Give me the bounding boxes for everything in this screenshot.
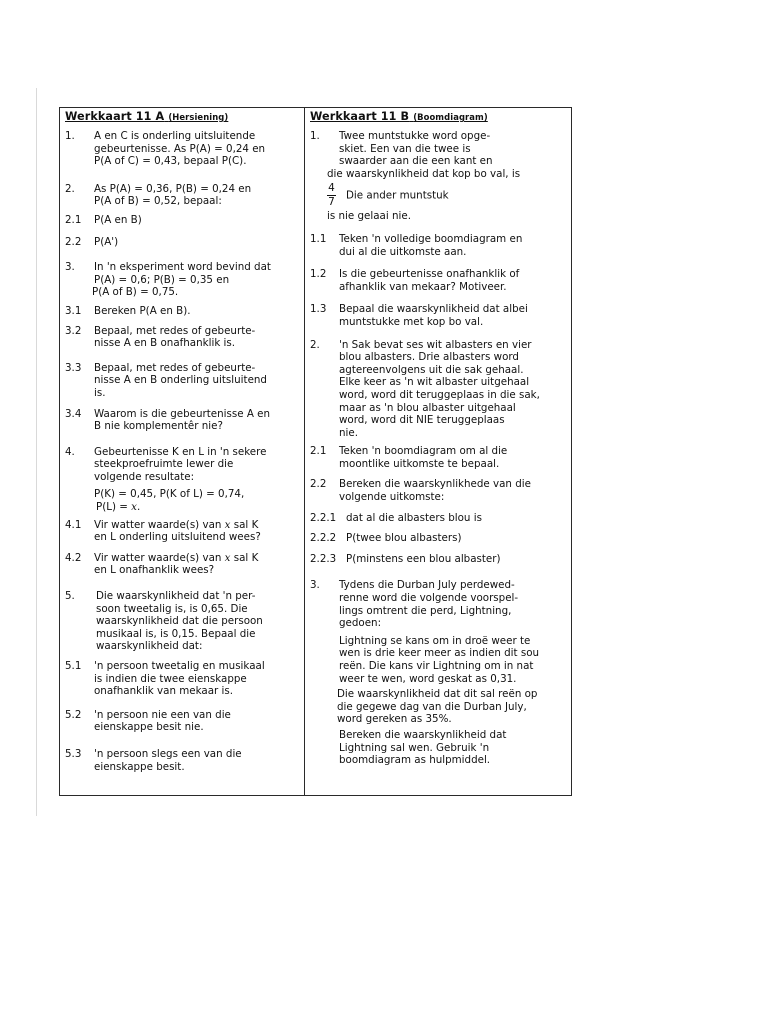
fraction-four-sevenths — [327, 183, 336, 208]
text-line: Gebeurtenisse K en L in 'n sekere — [94, 445, 267, 458]
worksheet-table — [59, 107, 572, 796]
question-number: 2. — [65, 182, 75, 195]
text-line: Lightning se kans om in droë weer te — [339, 634, 531, 647]
fraction-line — [310, 183, 567, 208]
question-text — [94, 519, 300, 544]
text-line: onafhanklik van mekaar is. — [94, 685, 234, 698]
question-number-blank — [65, 488, 94, 513]
variable-x: x — [224, 518, 231, 531]
question-3 — [65, 261, 300, 299]
question-number: 2. — [310, 338, 320, 351]
question-text — [327, 183, 567, 208]
text-line: swaarder aan die een kant en — [339, 155, 493, 168]
question-2-2-1 — [310, 512, 567, 525]
question-text — [94, 552, 300, 577]
text-line: en L onderling uitsluitend wees? — [94, 531, 261, 544]
text-line: 'n persoon nie een van die — [94, 708, 231, 721]
question-number: 4. — [65, 445, 75, 458]
text-line: reën. Die kans vir Lightning om in nat — [339, 660, 534, 672]
question-number: 4.1 — [65, 518, 82, 531]
question-number: 5.2 — [65, 708, 82, 721]
text-line: en L onafhanklik wees? — [94, 564, 215, 577]
text-line: soon tweetalig is, is 0,65. Die — [96, 602, 248, 615]
question-3-paragraph-3 — [339, 729, 567, 767]
question-4-data — [65, 488, 300, 513]
variable-x: x — [131, 501, 137, 514]
text-line: volgende resultate: — [94, 470, 195, 483]
text-fragment: . — [136, 501, 141, 514]
text-line — [94, 552, 300, 565]
text-line: P(twee blou albasters) — [346, 532, 462, 545]
question-number: 1.2 — [310, 268, 327, 281]
question-3-1 — [65, 305, 300, 318]
question-text — [94, 183, 300, 208]
worksheet-11a-column — [60, 108, 305, 795]
question-text — [94, 214, 300, 227]
question-text — [327, 130, 567, 180]
text-line: dui al die uitkomste aan. — [339, 245, 467, 258]
question-text — [94, 748, 300, 773]
text-line: Bereken P(A en B). — [94, 304, 191, 317]
text-line: P(A of B) = 0,52, bepaal: — [94, 195, 222, 208]
question-4-1 — [65, 519, 300, 544]
text-fragment: Die ander muntstuk — [346, 189, 449, 202]
question-number: 1. — [65, 130, 75, 142]
text-line: Bereken die waarskynlikheid dat — [339, 728, 507, 741]
text-line — [327, 183, 567, 208]
text-line: Lightning sal wen. Gebruik 'n — [339, 741, 490, 754]
question-3-2 — [65, 325, 300, 350]
text-line: musikaal is, is 0,15. Bepaal die — [96, 627, 256, 640]
question-number: 1. — [310, 130, 320, 142]
fraction-denominator: 7 — [328, 196, 335, 209]
question-number: 3. — [310, 579, 320, 592]
question-number: 1.3 — [310, 303, 327, 316]
text-line: nie. — [339, 426, 358, 439]
question-5-1 — [65, 660, 300, 698]
question-number: 3.2 — [65, 324, 82, 337]
text-line: is nie gelaai nie. — [327, 210, 411, 223]
question-text — [94, 709, 300, 734]
text-line: Tydens die Durban July perdewed- — [339, 579, 515, 592]
question-number: 5.1 — [65, 660, 82, 672]
question-1-end — [310, 210, 567, 223]
question-2 — [65, 183, 300, 208]
worksheet-11b-column — [305, 108, 571, 795]
text-fragment: P(L) = — [96, 501, 132, 514]
text-fragment: sal K — [230, 551, 259, 564]
question-text — [94, 488, 300, 513]
question-3-4 — [65, 408, 300, 433]
question-number: 2.2 — [65, 235, 82, 248]
text-line: gebeurtenisse. As P(A) = 0,24 en — [94, 142, 266, 155]
text-line: P(A of C) = 0,43, bepaal P(C). — [94, 155, 247, 168]
text-line: Twee muntstukke word opge- — [339, 130, 491, 142]
question-number: 2.2 — [310, 478, 327, 491]
question-1-1 — [310, 233, 567, 258]
text-line: boomdiagram as hulpmiddel. — [339, 754, 491, 767]
text-line: 'n persoon slegs een van die — [94, 747, 242, 760]
question-text — [94, 408, 300, 433]
text-line: Teken 'n boomdiagram om al die — [339, 445, 508, 458]
text-fragment: Vir watter waarde(s) van — [94, 551, 225, 564]
text-line: blou albasters. Drie albasters word — [339, 351, 519, 364]
question-text — [339, 579, 567, 629]
question-text — [94, 236, 300, 249]
question-text — [339, 339, 567, 440]
question-text — [339, 233, 567, 258]
question-text — [94, 446, 300, 484]
text-line: P(A of B) = 0,75. — [92, 286, 179, 299]
question-text — [94, 261, 300, 299]
question-3-paragraph-1 — [339, 635, 567, 685]
text-line: word, word dit NIE teruggeplaas — [339, 414, 505, 427]
question-text — [94, 305, 300, 318]
question-text — [339, 303, 567, 328]
question-text — [346, 553, 567, 566]
question-text — [346, 512, 567, 525]
text-line: A en C is onderling uitsluitende — [94, 130, 256, 142]
text-line: Is die gebeurtenisse onafhanklik of — [339, 268, 520, 281]
question-number: 3.4 — [65, 407, 82, 420]
text-line: Bepaal, met redes of gebeurte- — [94, 324, 256, 337]
variable-x: x — [224, 551, 231, 564]
question-text — [327, 210, 567, 223]
question-number: 2.1 — [310, 445, 327, 458]
question-3-paragraph-2 — [337, 688, 567, 726]
text-line: die gegewe dag van die Durban July, — [337, 700, 527, 713]
text-line: eienskappe besit nie. — [94, 721, 204, 734]
text-line: maar as 'n blou albaster uitgehaal — [339, 401, 516, 414]
question-1-3 — [310, 303, 567, 328]
text-line: wen is drie keer meer as indien dit sou — [339, 647, 540, 660]
question-1-2 — [310, 268, 567, 293]
question-3-3 — [65, 362, 300, 400]
question-5-3 — [65, 748, 300, 773]
text-line: agtereenvolgens uit die sak gehaal. — [339, 363, 524, 376]
worksheet-11a-subtitle: (Hersiening) — [168, 112, 229, 122]
text-line: gedoen: — [339, 617, 382, 630]
text-line: Bereken die waarskynlikhede van die — [339, 478, 531, 491]
question-1 — [65, 130, 300, 168]
text-line: waarskynlikheid dat die persoon — [96, 615, 263, 628]
text-line: Bepaal die waarskynlikheid dat albei — [339, 303, 528, 316]
worksheet-11a-heading — [65, 110, 300, 124]
question-2-2-3 — [310, 553, 567, 566]
text-line: P(A) = 0,6; P(B) = 0,35 en — [94, 273, 230, 286]
scan-edge-line — [36, 88, 37, 816]
question-number: 3.3 — [65, 361, 82, 374]
question-number: 5.3 — [65, 747, 82, 760]
text-line: Die waarskynlikheid dat 'n per- — [96, 590, 256, 603]
question-text — [94, 362, 300, 400]
text-line: muntstukke met kop bo val. — [339, 315, 484, 328]
question-2 — [310, 339, 567, 440]
text-line: word gereken as 35%. — [337, 713, 452, 726]
text-line: Bepaal, met redes of gebeurte- — [94, 361, 256, 374]
text-line: eienskappe besit. — [94, 760, 185, 773]
text-line: volgende uitkomste: — [339, 491, 445, 504]
text-line: nisse A en B onafhanklik is. — [94, 337, 236, 350]
worksheet-11a-title: Werkkaart 11 A — [65, 110, 165, 123]
question-number: 1.1 — [310, 232, 327, 245]
question-text — [94, 325, 300, 350]
text-line — [94, 519, 300, 532]
question-2-2 — [65, 236, 300, 249]
text-line: moontlike uitkomste te bepaal. — [339, 457, 500, 470]
text-line: die waarskynlikheid dat kop bo val, is — [327, 167, 521, 180]
question-2-1 — [310, 445, 567, 470]
text-fragment: sal K — [230, 518, 259, 531]
question-text — [339, 268, 567, 293]
text-line: B nie komplementêr nie? — [94, 420, 223, 433]
text-line: In 'n eksperiment word bevind dat — [94, 261, 271, 274]
text-line: lings omtrent die perd, Lightning, — [339, 604, 512, 617]
question-text — [94, 660, 300, 698]
worksheet-11b-heading — [310, 110, 567, 124]
question-text — [339, 478, 567, 503]
text-line: nisse A en B onderling uitsluitend — [94, 374, 267, 387]
text-line: Elke keer as 'n wit albaster uitgehaal — [339, 376, 530, 389]
text-line: 'n Sak bevat ses wit albasters en vier — [339, 338, 532, 351]
question-text — [339, 445, 567, 470]
text-fragment: Vir watter waarde(s) van — [94, 518, 225, 531]
text-line: is. — [94, 386, 106, 399]
text-line: Waarom is die gebeurtenisse A en — [94, 407, 271, 420]
text-line: dat al die albasters blou is — [346, 511, 482, 524]
question-4 — [65, 446, 300, 484]
text-line: word, word dit teruggeplaas in die sak, — [339, 388, 540, 401]
question-number: 5. — [65, 590, 75, 603]
text-line: P(minstens een blou albaster) — [346, 552, 501, 565]
question-2-2 — [310, 478, 567, 503]
question-number: 3.1 — [65, 304, 82, 317]
fraction-numerator: 4 — [328, 182, 335, 195]
question-number: 4.2 — [65, 551, 82, 564]
question-number: 2.2.1 — [310, 511, 337, 524]
text-line: weer te wen, word geskat as 0,31. — [339, 672, 517, 685]
worksheet-11b-subtitle: (Boomdiagram) — [413, 112, 488, 122]
text-line: steekproefruimte lewer die — [94, 458, 234, 471]
text-line: As P(A) = 0,36, P(B) = 0,24 en — [94, 182, 252, 195]
question-2-2-2 — [310, 532, 567, 545]
text-line: 'n persoon tweetalig en musikaal — [94, 660, 265, 672]
question-text — [94, 130, 300, 168]
question-1 — [310, 130, 567, 180]
worksheet-11b-title: Werkkaart 11 B — [310, 110, 410, 123]
question-2-1 — [65, 214, 300, 227]
text-line: waarskynlikheid dat: — [96, 640, 203, 653]
text-line: skiet. Een van die twee is — [339, 142, 471, 155]
text-line: afhanklik van mekaar? Motiveer. — [339, 280, 507, 293]
question-4-2 — [65, 552, 300, 577]
question-5-2 — [65, 709, 300, 734]
question-3 — [310, 579, 567, 629]
question-text — [346, 532, 567, 545]
question-text — [96, 590, 300, 653]
text-line: Die waarskynlikheid dat dit sal reën op — [337, 688, 538, 701]
text-line — [94, 501, 300, 514]
text-line: renne word die volgende voorspel- — [339, 592, 519, 605]
question-number: 3. — [65, 261, 75, 274]
question-5 — [65, 590, 300, 653]
text-line: P(A en B) — [94, 213, 142, 226]
question-number: 2.1 — [65, 213, 82, 226]
question-number: 2.2.2 — [310, 532, 337, 545]
text-line: is indien die twee eienskappe — [94, 672, 247, 685]
text-line: Teken 'n volledige boomdiagram en — [339, 232, 523, 245]
text-line: P(A') — [94, 235, 119, 248]
question-number: 2.2.3 — [310, 552, 337, 565]
text-line: P(K) = 0,45, P(K of L) = 0,74, — [94, 488, 245, 501]
